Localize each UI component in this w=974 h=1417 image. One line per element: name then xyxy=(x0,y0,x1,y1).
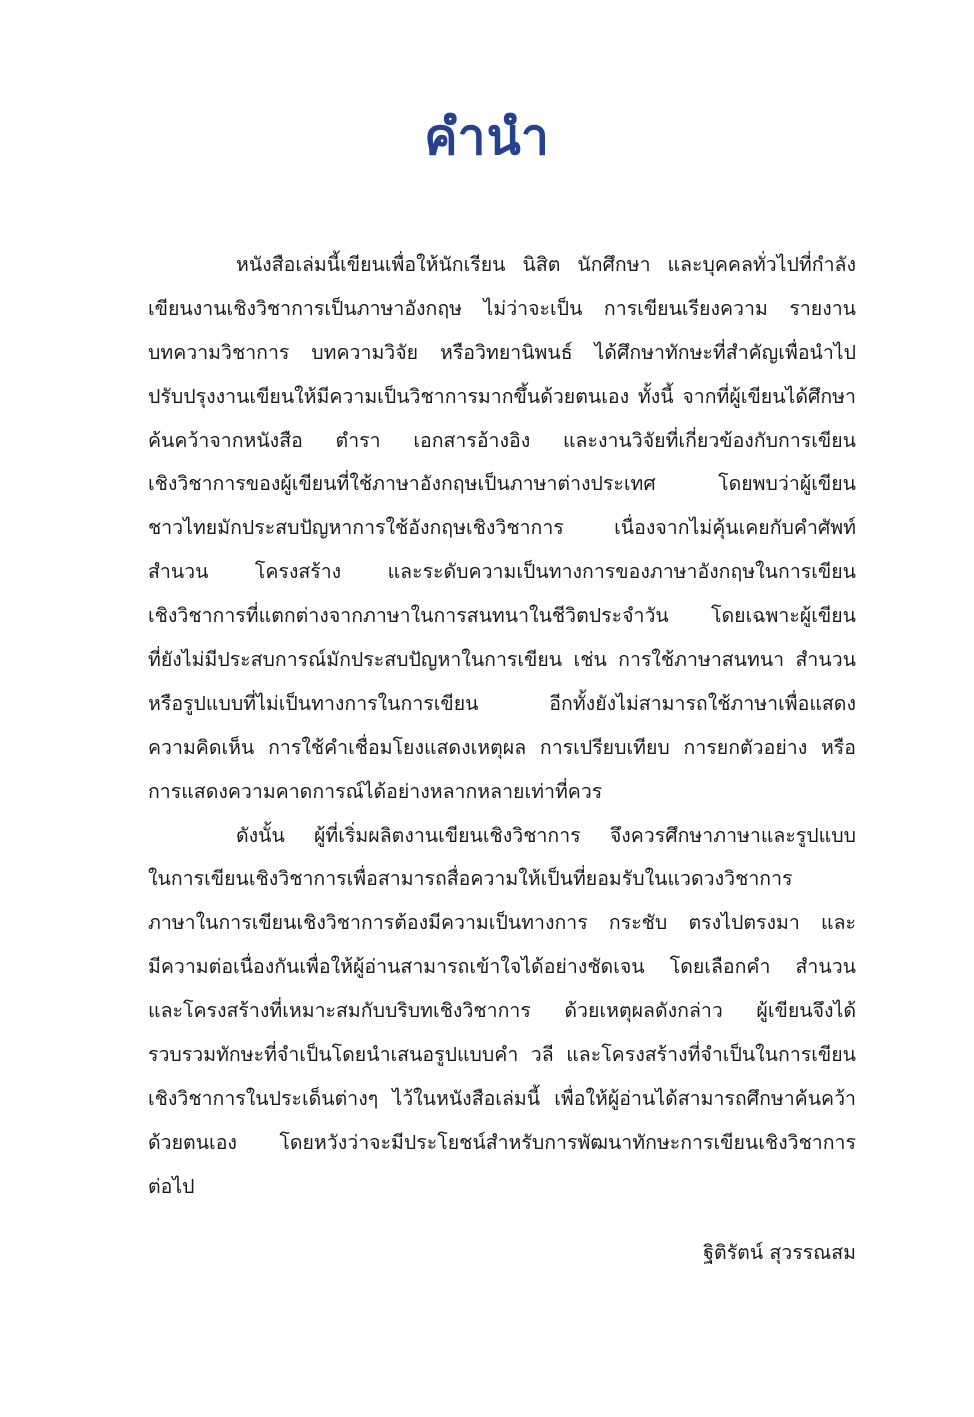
text-line: ด้วยตนเอง โดยหวังว่าจะมีประโยชน์สำหรับการพัฒนาทักษะการเขียนเชิงวิชาการ xyxy=(148,1130,856,1154)
text-line: เชิงวิชาการของผู้เขียนที่ใช้ภาษาอังกฤษเป็นภาษาต่างประเทศ โดยพบว่าผู้เขียน xyxy=(148,472,856,496)
text-line: ในการเขียนเชิงวิชาการเพื่อสามารถสื่อความให้เป็นที่ยอมรับในแวดวงวิชาการ xyxy=(148,867,793,891)
body-text xyxy=(148,243,856,1209)
text-line: หรือรูปแบบที่ไม่เป็นทางการในการเขียน อีกทั้งยังไม่สามารถใช้ภาษาเพื่อแสดง xyxy=(148,691,856,715)
text-line: การแสดงความคาดการณ์ได้อย่างหลากหลายเท่าที่ควร xyxy=(148,779,603,803)
text-line: ค้นคว้าจากหนังสือ ตำรา เอกสารอ้างอิง และงานวิจัยที่เกี่ยวข้องกับการเขียน xyxy=(148,428,856,452)
paragraph-2 xyxy=(148,814,856,1209)
text-line: ความคิดเห็น การใช้คำเชื่อมโยงแสดงเหตุผล การเปรียบเทียบ การยกตัวอย่าง หรือ xyxy=(148,735,856,759)
text-line: เชิงวิชาการที่แตกต่างจากภาษาในการสนทนาในชีวิตประจำวัน โดยเฉพาะผู้เขียน xyxy=(148,604,856,628)
text-line: สำนวน โครงสร้าง และระดับความเป็นทางการของภาษาอังกฤษในการเขียน xyxy=(148,560,856,584)
text-line: มีความต่อเนื่องกันเพื่อให้ผู้อ่านสามารถเข้าใจได้อย่างชัดเจน โดยเลือกคำ สำนวน xyxy=(148,955,856,979)
text-line: เขียนงานเชิงวิชาการเป็นภาษาอังกฤษ ไม่ว่าจะเป็น การเขียนเรียงความ รายงาน xyxy=(148,296,856,320)
text-line: ดังนั้น ผู้ที่เริ่มผลิตงานเขียนเชิงวิชาการ จึงควรศึกษาภาษาและรูปแบบ xyxy=(236,823,856,847)
text-line: รวบรวมทักษะที่จำเป็นโดยนำเสนอรูปแบบคำ วลี และโครงสร้างที่จำเป็นในการเขียน xyxy=(148,1043,856,1067)
author-signature: ฐิติรัตน์ สุวรรณสม xyxy=(703,1241,856,1264)
text-line: และโครงสร้างที่เหมาะสมกับบริบทเชิงวิชาการ ด้วยเหตุผลดังกล่าว ผู้เขียนจึงได้ xyxy=(148,999,856,1023)
text-line: หนังสือเล่มนี้เขียนเพื่อให้นักเรียน นิสิต นักศึกษา และบุคคลทั่วไปที่กำลัง xyxy=(236,253,856,276)
text-line: ปรับปรุงงานเขียนให้มีความเป็นวิชาการมากขึ้นด้วยตนเอง ทั้งนี้ จากที่ผู้เขียนได้ศึกษา xyxy=(148,384,856,408)
text-line: ชาวไทยมักประสบปัญหาการใช้อังกฤษเชิงวิชาการ เนื่องจากไม่คุ้นเคยกับคำศัพท์ xyxy=(148,516,856,540)
page-title: คำนำ xyxy=(424,108,550,166)
text-line: เชิงวิชาการในประเด็นต่างๆ ไว้ในหนังสือเล่มนี้ เพื่อให้ผู้อ่านได้สามารถศึกษาค้นคว้า xyxy=(148,1086,856,1110)
text-line: ที่ยังไม่มีประสบการณ์มักประสบปัญหาในการเขียน เช่น การใช้ภาษาสนทนา สำนวน xyxy=(148,648,856,672)
text-line: ภาษาในการเขียนเชิงวิชาการต้องมีความเป็นทางการ กระชับ ตรงไปตรงมา และ xyxy=(148,911,856,935)
paragraph-1 xyxy=(148,243,856,814)
text-line: ต่อไป xyxy=(148,1174,195,1198)
text-line: บทความวิชาการ บทความวิจัย หรือวิทยานิพนธ์ ได้ศึกษาทักษะที่สำคัญเพื่อนำไป xyxy=(148,340,856,364)
